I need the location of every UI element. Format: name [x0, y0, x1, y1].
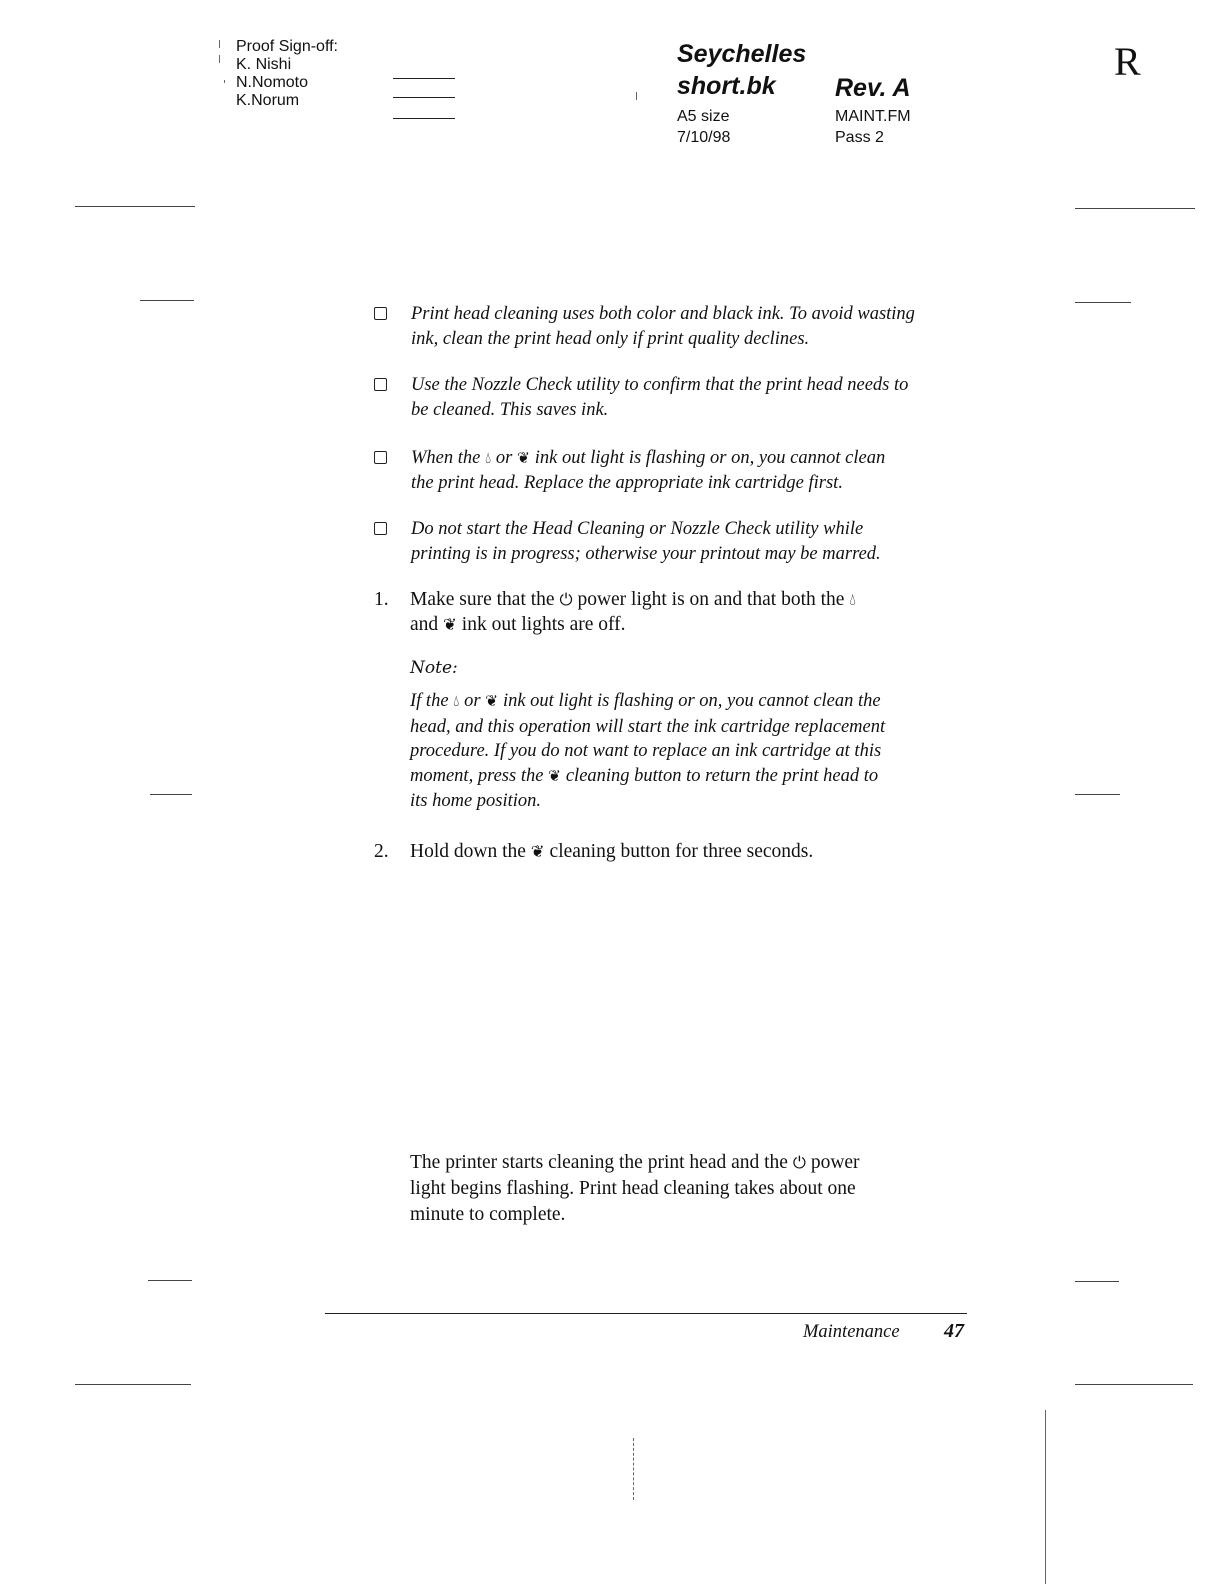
proof-signoff — [236, 38, 338, 110]
crop-mark — [1075, 794, 1120, 795]
checkbox-bullet-icon — [374, 307, 387, 320]
power-icon: ⏻ — [792, 1153, 806, 1172]
bullet-item: Print head cleaning uses both color and black ink. To avoid wasting ink, clean the print head only if print quality declines. — [374, 302, 974, 352]
black-ink-drop-icon: 💧︎ — [484, 450, 492, 467]
footer-section-title: Maintenance — [803, 1322, 900, 1342]
checkbox-bullet-icon — [374, 451, 387, 464]
color-ink-drops-icon: ❦ — [485, 693, 499, 710]
step-number: 2. — [374, 841, 389, 862]
crop-mark — [148, 1280, 192, 1281]
crop-mark — [1075, 1384, 1193, 1385]
crop-mark — [219, 40, 220, 48]
signature-line — [393, 97, 455, 98]
date: 7/10/98 — [677, 129, 731, 146]
cleaning-button-icon: ❦ — [548, 767, 562, 785]
book-title: Seychelles — [677, 40, 807, 68]
crop-mark — [636, 92, 637, 100]
proof-name: N.Nomoto — [236, 74, 309, 91]
crop-mark — [219, 55, 220, 63]
black-ink-drop-icon: 💧︎ — [453, 693, 460, 710]
revision: Rev. A — [835, 74, 911, 102]
black-ink-drop-icon: 💧︎ — [849, 590, 856, 609]
checkbox-bullet-icon — [374, 522, 387, 535]
bullet-item: When the 💧︎ or ❦ ink out light is flashing or on, you cannot clean the print head. Replace the appropriate ink cartridge first. — [374, 446, 974, 496]
note-heading: Note: — [410, 658, 458, 678]
signature-line — [393, 78, 455, 79]
crop-mark — [150, 794, 192, 795]
crop-mark — [633, 1438, 634, 1500]
color-ink-drops-icon: ❦ — [443, 615, 457, 634]
bullet-item: Use the Nozzle Check utility to confirm that the print head needs to be cleaned. This saves ink. — [374, 373, 974, 423]
pass-number: Pass 2 — [835, 129, 884, 146]
crop-mark — [224, 80, 225, 83]
color-ink-drops-icon: ❦ — [516, 450, 531, 467]
proof-name: K. Nishi — [236, 56, 292, 73]
page-size: A5 size — [677, 108, 730, 125]
crop-mark — [140, 300, 194, 301]
note-body: If the 💧︎ or ❦ ink out light is flashing or on, you cannot clean the head, and this operation will start the ink cartridge replacement procedure. If you do not want to replace an ink cartridge at this moment, press the ❦ cleaning button to return the print head to its home position. — [410, 691, 886, 811]
signature-line — [393, 118, 455, 119]
result-paragraph: The printer starts cleaning the print head and the ⏻ power light begins flashing. Print head cleaning takes about one minute to complete. — [410, 1152, 860, 1225]
file-name: MAINT.FM — [835, 108, 911, 125]
crop-mark — [1075, 1281, 1119, 1282]
step-1: 1. Make sure that the ⏻ power light is on and that both the 💧︎ and ❦ ink out lights are off. — [374, 589, 856, 635]
proof-name: K.Norum — [236, 92, 300, 109]
crop-mark — [75, 206, 195, 207]
checkbox-bullet-icon — [374, 378, 387, 391]
page-number: 47 — [944, 1320, 964, 1342]
step-number: 1. — [374, 589, 389, 610]
bullet-item: Do not start the Head Cleaning or Nozzle Check utility while printing is in progress; otherwise your printout may be marred. — [374, 517, 974, 567]
crop-mark — [1045, 1410, 1046, 1584]
book-file: short.bk — [677, 72, 776, 100]
crop-mark — [1075, 302, 1131, 303]
crop-mark — [1075, 208, 1195, 209]
step-2: 2. Hold down the ❦ cleaning button for three seconds. — [374, 841, 814, 862]
crop-mark — [75, 1384, 191, 1385]
proof-title: Proof Sign-off: — [236, 38, 338, 55]
side-letter: R — [1114, 39, 1141, 84]
footer-rule — [325, 1313, 967, 1314]
cleaning-button-icon: ❦ — [530, 842, 545, 861]
power-icon: ⏻ — [559, 590, 573, 609]
